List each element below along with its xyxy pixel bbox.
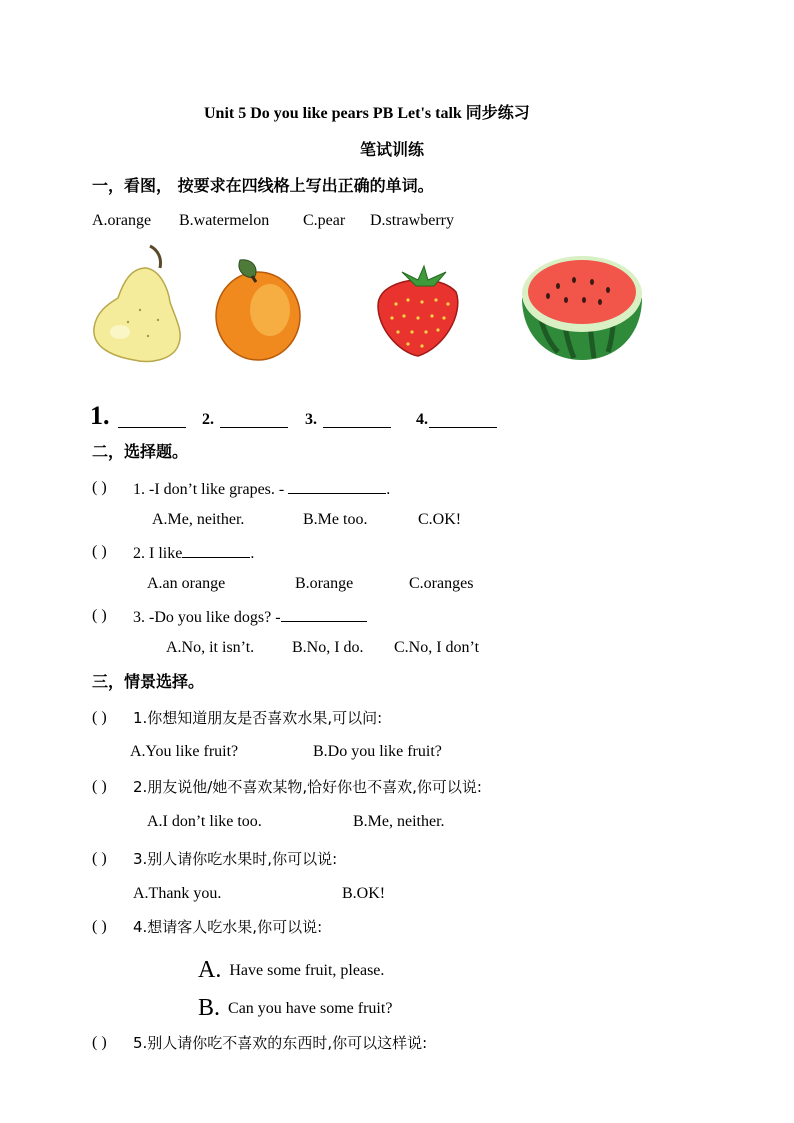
strawberry-icon	[372, 264, 464, 360]
page-title: Unit 5 Do you like pears PB Let's talk 同步练习	[204, 105, 530, 122]
blank-4[interactable]	[429, 412, 497, 428]
option-a: A.No, it isn’t.	[166, 639, 255, 656]
option-letter: B.	[198, 995, 221, 1021]
option-a: A.Me, neither.	[152, 511, 245, 528]
option-b: B.OK!	[342, 885, 386, 902]
answer-bracket[interactable]: ( )	[92, 607, 107, 624]
option-b	[198, 994, 392, 1023]
blank-2-label: 2.	[202, 411, 214, 428]
answer-bracket[interactable]: ( )	[92, 709, 107, 726]
option-a: A.I don’t like too.	[147, 813, 262, 830]
option-b: B.Me, neither.	[353, 813, 445, 830]
option-letter: A.	[198, 957, 222, 983]
section1-option-d: D.strawberry	[370, 212, 454, 229]
answer-bracket[interactable]: ( )	[92, 918, 107, 935]
option-b: B.orange	[295, 575, 354, 592]
question-text: 5.别人请你吃不喜欢的东西时,你可以这样说:	[133, 1034, 428, 1052]
blank-3[interactable]	[323, 412, 391, 428]
pear-icon	[88, 240, 188, 365]
option-b: B.No, I do.	[292, 639, 364, 656]
answer-bracket[interactable]: ( )	[92, 543, 107, 560]
answer-blank[interactable]	[288, 478, 386, 494]
question-end: .	[386, 481, 391, 498]
blank-1[interactable]	[118, 412, 186, 428]
blank-3-label: 3.	[305, 411, 317, 428]
option-a: A.an orange	[147, 575, 226, 592]
option-b: B.Me too.	[303, 511, 368, 528]
question-stem	[133, 478, 390, 500]
option-c: C.oranges	[409, 575, 474, 592]
answer-bracket[interactable]: ( )	[92, 479, 107, 496]
question-stem	[133, 542, 254, 564]
question-text: 2.朋友说他/她不喜欢某物,恰好你也不喜欢,你可以说:	[133, 778, 482, 796]
blank-4-label: 4.	[416, 411, 428, 428]
answer-blank[interactable]	[182, 542, 250, 558]
option-c: C.OK!	[418, 511, 462, 528]
blank-2[interactable]	[220, 412, 288, 428]
answer-bracket[interactable]: ( )	[92, 1034, 107, 1051]
option-a: A.You like fruit?	[130, 743, 239, 760]
watermelon-icon	[518, 252, 646, 364]
question-text: 3. -Do you like dogs? -	[133, 609, 281, 626]
option-a	[198, 956, 384, 985]
question-text: 4.想请客人吃水果,你可以说:	[133, 918, 323, 936]
answer-bracket[interactable]: ( )	[92, 778, 107, 795]
option-c: C.No, I don’t	[394, 639, 480, 656]
section2-heading: 二，选择题。	[92, 442, 189, 461]
section1-option-c: C.pear	[303, 212, 346, 229]
blank-1-label: 1.	[90, 401, 110, 430]
section3-heading: 三，情景选择。	[92, 672, 205, 691]
option-a: A.Thank you.	[133, 885, 222, 902]
option-text: Can you have some fruit?	[228, 1000, 393, 1017]
question-end: .	[250, 545, 255, 562]
section1-option-a: A.orange	[92, 212, 152, 229]
question-text: 1. -I don’t like grapes. -	[133, 481, 285, 498]
question-text: 2. I like	[133, 545, 183, 562]
answer-blank[interactable]	[281, 606, 367, 622]
question-stem	[133, 606, 367, 628]
section1-heading: 一，看图， 按要求在四线格上写出正确的单词。	[92, 176, 434, 195]
option-b: B.Do you like fruit?	[313, 743, 442, 760]
answer-bracket[interactable]: ( )	[92, 850, 107, 867]
page-subtitle: 笔试训练	[360, 140, 425, 159]
question-text: 1.你想知道朋友是否喜欢水果,可以问:	[133, 709, 383, 727]
orange-icon	[212, 256, 304, 362]
question-text: 3.别人请你吃水果时,你可以说:	[133, 850, 338, 868]
option-text: Have some fruit, please.	[229, 962, 385, 979]
section1-option-b: B.watermelon	[179, 212, 270, 229]
